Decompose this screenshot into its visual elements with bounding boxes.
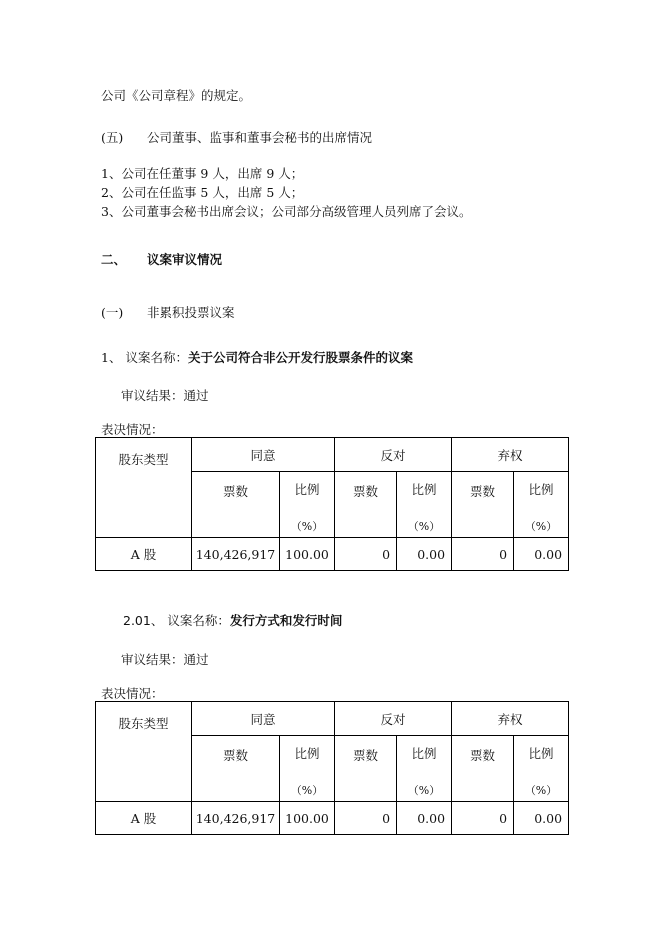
header-abstain-votes: 票数 — [452, 736, 514, 802]
header-abstain-ratio — [514, 472, 569, 538]
ratio-unit: （%） — [524, 783, 558, 797]
proposal-2-number: 2.01、 — [123, 613, 164, 628]
cell-abstain-ratio: 0.00 — [514, 538, 569, 571]
header-against: 反对 — [335, 438, 452, 472]
proposal-1-vote-label: 表决情况： — [101, 422, 164, 437]
header-abstain: 弃权 — [452, 702, 569, 736]
cell-type: A 股 — [96, 538, 192, 571]
header-abstain-votes: 票数 — [452, 472, 514, 538]
ratio-label: 比例 — [528, 481, 554, 497]
ratio-unit: （%） — [290, 783, 324, 797]
vote-table-2 — [95, 701, 569, 835]
ratio-label: 比例 — [411, 481, 437, 497]
cell-against-votes: 0 — [335, 802, 397, 835]
cell-abstain-votes: 0 — [452, 802, 514, 835]
cell-agree-votes: 140,426,917 — [192, 538, 280, 571]
section2-title: 议案审议情况 — [147, 252, 223, 267]
proposal-1-result: 审议结果：通过 — [121, 388, 209, 403]
cell-abstain-votes: 0 — [452, 538, 514, 571]
subsection1-number: (一) — [101, 305, 124, 320]
section5-title: 公司董事、监事和董事会秘书的出席情况 — [147, 130, 373, 145]
ratio-label: 比例 — [294, 745, 320, 761]
table-row — [96, 538, 569, 571]
section5-item-2: 2、公司在任监事 5 人，出席 5 人； — [101, 185, 304, 200]
section5-item-1: 1、公司在任董事 9 人，出席 9 人； — [101, 166, 304, 181]
header-abstain-ratio — [514, 736, 569, 802]
ratio-label: 比例 — [411, 745, 437, 761]
cell-type: A 股 — [96, 802, 192, 835]
ratio-label: 比例 — [528, 745, 554, 761]
cell-agree-ratio: 100.00 — [280, 802, 335, 835]
header-shareholder-type: 股东类型 — [96, 438, 192, 538]
header-against-votes: 票数 — [335, 736, 397, 802]
ratio-unit: （%） — [407, 783, 441, 797]
proposal-1-heading — [101, 348, 413, 366]
cell-agree-ratio: 100.00 — [280, 538, 335, 571]
proposal-2-vote-label: 表决情况： — [101, 686, 164, 701]
cell-against-ratio: 0.00 — [397, 802, 452, 835]
header-agree-votes: 票数 — [192, 472, 280, 538]
ratio-label: 比例 — [294, 481, 320, 497]
cell-abstain-ratio: 0.00 — [514, 802, 569, 835]
ratio-unit: （%） — [290, 519, 324, 533]
header-abstain: 弃权 — [452, 438, 569, 472]
subsection1-title: 非累积投票议案 — [147, 305, 235, 320]
header-against: 反对 — [335, 702, 452, 736]
proposal-2-heading — [123, 611, 342, 629]
cell-against-ratio: 0.00 — [397, 538, 452, 571]
proposal-2-name: 发行方式和发行时间 — [229, 613, 343, 628]
header-agree-votes: 票数 — [192, 736, 280, 802]
header-agree-ratio — [280, 736, 335, 802]
proposal-1-name-label: 议案名称： — [125, 350, 188, 365]
header-against-ratio — [397, 736, 452, 802]
header-agree: 同意 — [192, 438, 335, 472]
section5-item-3: 3、公司董事会秘书出席会议；公司部分高级管理人员列席了会议。 — [101, 204, 472, 219]
section2-number: 二、 — [101, 252, 127, 267]
ratio-unit: （%） — [524, 519, 558, 533]
cell-agree-votes: 140,426,917 — [192, 802, 280, 835]
proposal-2-result: 审议结果：通过 — [121, 652, 209, 667]
header-agree: 同意 — [192, 702, 335, 736]
cell-against-votes: 0 — [335, 538, 397, 571]
section5-number: (五) — [101, 130, 124, 145]
header-against-votes: 票数 — [335, 472, 397, 538]
table-row — [96, 802, 569, 835]
proposal-1-name: 关于公司符合非公开发行股票条件的议案 — [187, 350, 413, 365]
vote-table-1 — [95, 437, 569, 571]
proposal-1-number: 1、 — [101, 350, 122, 365]
ratio-unit: （%） — [407, 519, 441, 533]
header-agree-ratio — [280, 472, 335, 538]
header-shareholder-type: 股东类型 — [96, 702, 192, 802]
intro-line: 公司《公司章程》的规定。 — [101, 88, 252, 103]
proposal-2-name-label: 议案名称： — [167, 613, 230, 628]
header-against-ratio — [397, 472, 452, 538]
